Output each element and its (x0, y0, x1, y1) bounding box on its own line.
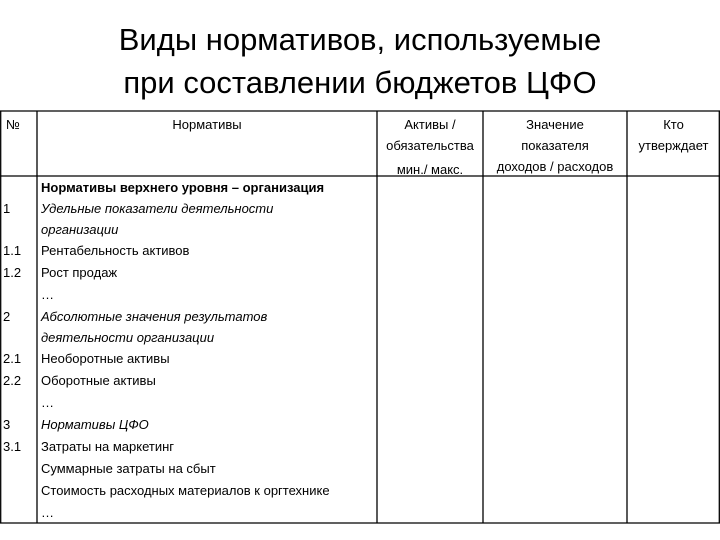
row-text: Затраты на маркетинг (41, 439, 175, 454)
row-num: 2.1 (3, 351, 22, 366)
header-assets-line-2: обязательства (386, 138, 474, 153)
row-text: Необоротные активы (41, 351, 170, 366)
row-num: 2.2 (3, 373, 22, 388)
header-approver-line-1: Кто (663, 117, 684, 132)
row-num: 3.1 (3, 439, 22, 454)
header-assets-line-1: Активы / (404, 117, 456, 132)
header-assets (377, 114, 483, 180)
header-value-line-3: доходов / расходов (496, 159, 614, 174)
row-text: Стоимость расходных материалов к оргтехнике (41, 483, 330, 498)
row-num: 1 (3, 201, 11, 216)
row-text: Рост продаж (41, 265, 118, 280)
row-text: организации (41, 222, 119, 237)
title-line-2: при составлении бюджетов ЦФО (123, 65, 597, 100)
row-text: Удельные показатели деятельности (41, 201, 274, 216)
header-approver (627, 114, 720, 156)
row-text: Оборотные активы (41, 373, 156, 388)
row-num: 3 (3, 417, 11, 432)
row-section-heading: Нормативы верхнего уровня – организация (41, 180, 325, 195)
row-text: Суммарные затраты на сбыт (41, 461, 216, 476)
row-num: 1.2 (3, 265, 22, 280)
row-text: Нормативы ЦФО (41, 417, 149, 432)
title-line-1: Виды нормативов, используемые (118, 22, 602, 57)
header-value-line-1: Значение (526, 117, 584, 132)
row-num: 2 (3, 309, 11, 324)
header-approver-line-2: утверждает (638, 138, 709, 153)
row-text: деятельности организации (41, 330, 215, 345)
row-text: Рентабельность активов (41, 243, 190, 258)
header-value (483, 114, 627, 177)
header-value-line-2: показателя (521, 138, 589, 153)
header-num: № (6, 117, 20, 132)
header-norms: Нормативы (172, 117, 242, 132)
row-ellipsis: … (41, 287, 54, 302)
header-assets-line-3: мин./ макс. (396, 162, 464, 177)
row-ellipsis: … (41, 505, 54, 520)
row-num: 1.1 (3, 243, 22, 258)
row-ellipsis: … (41, 395, 54, 410)
row-text: Абсолютные значения результатов (41, 309, 268, 324)
